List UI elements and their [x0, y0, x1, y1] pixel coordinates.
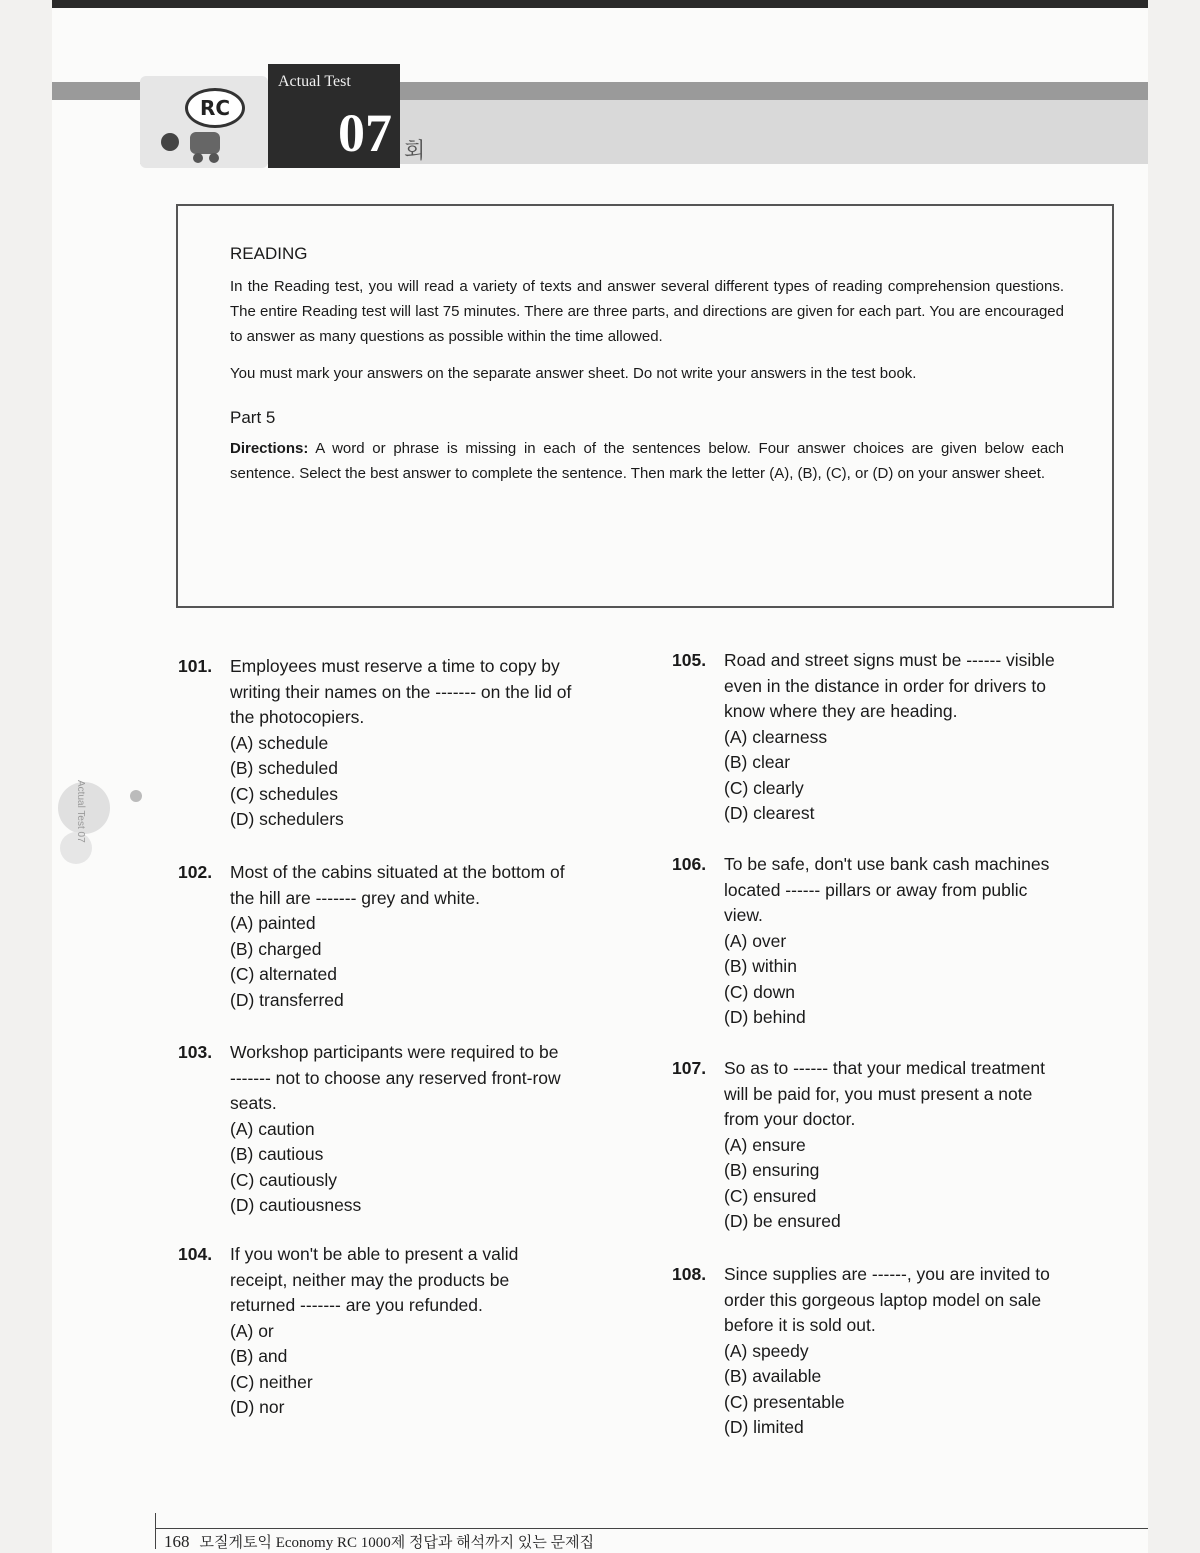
answer-option[interactable]: (D) limited: [724, 1417, 804, 1437]
question-101: [178, 654, 628, 833]
footer-line: [155, 1528, 1148, 1529]
flower-icon: [128, 788, 144, 804]
answer-option[interactable]: (A) or: [230, 1320, 274, 1341]
footer-tick: [155, 1513, 156, 1549]
question-number: 102.: [178, 862, 213, 882]
answer-option[interactable]: (B) charged: [230, 938, 322, 959]
question-stem-line: before it is sold out.: [724, 1315, 876, 1335]
question-number: 104.: [178, 1244, 213, 1264]
answer-option[interactable]: (A) caution: [230, 1118, 315, 1139]
answer-option[interactable]: (C) neither: [230, 1371, 313, 1392]
answer-option[interactable]: (A) speedy: [724, 1340, 809, 1361]
answer-option[interactable]: (C) presentable: [724, 1391, 845, 1412]
question-stem-line: ------- not to choose any reserved front-row: [230, 1067, 561, 1088]
answer-option[interactable]: (C) schedules: [230, 783, 338, 804]
question-stem-line: from your doctor.: [724, 1109, 856, 1129]
answer-option[interactable]: (A) schedule: [230, 732, 329, 753]
question-107: [672, 1056, 1122, 1235]
answer-option[interactable]: (C) cautiously: [230, 1169, 337, 1190]
answer-option[interactable]: (B) scheduled: [230, 758, 338, 778]
question-stem-line: Since supplies are ------, you are invited to: [724, 1264, 1050, 1284]
mascot-icon: [150, 120, 240, 164]
rc-badge: RC: [185, 88, 245, 128]
question-104: [178, 1242, 628, 1421]
answer-option[interactable]: (A) painted: [230, 913, 316, 933]
question-stem-line: writing their names on the ------- on the lid of: [230, 681, 572, 702]
question-stem-line: even in the distance in order for drivers to: [724, 675, 1046, 696]
question-stem-line: the hill are ------- grey and white.: [230, 887, 480, 908]
question-103: [178, 1040, 628, 1219]
answer-option[interactable]: (C) ensured: [724, 1185, 817, 1206]
question-stem-line: order this gorgeous laptop model on sale: [724, 1289, 1042, 1310]
test-number: 07: [338, 103, 392, 163]
question-105: [672, 648, 1122, 827]
question-stem-line: returned ------- are you refunded.: [230, 1295, 483, 1315]
question-stem-line: Road and street signs must be ------ visible: [724, 650, 1055, 670]
question-number: 107.: [672, 1058, 707, 1078]
part-directions: [230, 436, 1064, 486]
question-stem-line: Workshop participants were required to be: [230, 1042, 559, 1062]
answer-option[interactable]: (B) cautious: [230, 1144, 324, 1164]
question-stem-line: Employees must reserve a time to copy by: [230, 656, 560, 676]
question-number: 106.: [672, 854, 707, 874]
side-label: Actual Test 07: [75, 780, 86, 843]
question-stem-line: If you won't be able to present a valid: [230, 1244, 519, 1264]
book-title: 모질게토익 Economy RC 1000제 정답과 해석까지 있는 문제집: [199, 1535, 595, 1551]
question-stem-line: Most of the cabins situated at the bottom of: [230, 862, 565, 882]
question-108: [672, 1262, 1122, 1441]
answer-option[interactable]: (D) be ensured: [724, 1211, 841, 1231]
answer-option[interactable]: (B) available: [724, 1366, 822, 1386]
question-stem-line: So as to ------ that your medical treatment: [724, 1058, 1045, 1078]
answer-option[interactable]: (C) alternated: [230, 964, 337, 984]
question-number: 103.: [178, 1042, 213, 1062]
question-stem-line: receipt, neither may the products be: [230, 1269, 510, 1290]
directions-text: A word or phrase is missing in each of the sentences below. Four answer choices are given below each sentence. Select the best answer to complete the sentence. Then mark the letter (A), (B), (C), or (D) on your answer sheet.: [230, 440, 1065, 482]
answer-option[interactable]: (C) clearly: [724, 777, 804, 798]
answer-option[interactable]: (D) transferred: [230, 989, 344, 1010]
answer-option[interactable]: (B) within: [724, 956, 797, 976]
test-suffix: 회: [404, 139, 426, 164]
answer-option[interactable]: (D) schedulers: [230, 809, 344, 829]
answer-option[interactable]: (D) behind: [724, 1007, 806, 1027]
question-106: [672, 852, 1122, 1031]
question-102: [178, 860, 628, 1013]
answer-option[interactable]: (A) over: [724, 930, 787, 951]
reading-para-1: In the Reading test, you will read a variety of texts and answer several different types of reading comprehension questions. The entire Reading test will last 75 minutes. There are three parts, and directions are given for each part. You are encouraged to answer as many questions as possible within the time allowed.: [230, 278, 1064, 345]
question-number: 101.: [178, 656, 213, 676]
part-heading: Part 5: [230, 408, 276, 427]
actual-test-box: [268, 64, 400, 168]
answer-option[interactable]: (D) nor: [230, 1397, 285, 1417]
question-number: 108.: [672, 1264, 707, 1284]
answer-option[interactable]: (A) clearness: [724, 726, 828, 747]
answer-option[interactable]: (C) down: [724, 981, 795, 1002]
answer-option[interactable]: (B) clear: [724, 752, 791, 772]
answer-option[interactable]: (D) cautiousness: [230, 1195, 362, 1215]
answer-option[interactable]: (A) ensure: [724, 1134, 806, 1155]
answer-option[interactable]: (B) ensuring: [724, 1160, 820, 1180]
answer-option[interactable]: (B) and: [230, 1346, 288, 1366]
top-bar: [52, 0, 1148, 8]
question-stem-line: know where they are heading.: [724, 701, 958, 721]
question-stem-line: view.: [724, 905, 763, 925]
question-stem-line: located ------ pillars or away from public: [724, 879, 1028, 900]
question-stem-line: the photocopiers.: [230, 707, 365, 727]
directions-label: Directions:: [230, 440, 309, 457]
question-number: 105.: [672, 650, 707, 670]
footer: [164, 1531, 594, 1552]
question-stem-line: will be paid for, you must present a note: [724, 1083, 1033, 1104]
reading-heading: READING: [230, 244, 308, 263]
test-label: Actual Test: [278, 73, 351, 90]
answer-option[interactable]: (D) clearest: [724, 803, 815, 823]
directions-box: [176, 204, 1114, 608]
question-stem-line: To be safe, don't use bank cash machines: [724, 854, 1050, 874]
question-stem-line: seats.: [230, 1093, 277, 1113]
reading-para-2: You must mark your answers on the separate answer sheet. Do not write your answers in the test book.: [230, 365, 917, 382]
page-number: 168: [164, 1532, 190, 1551]
